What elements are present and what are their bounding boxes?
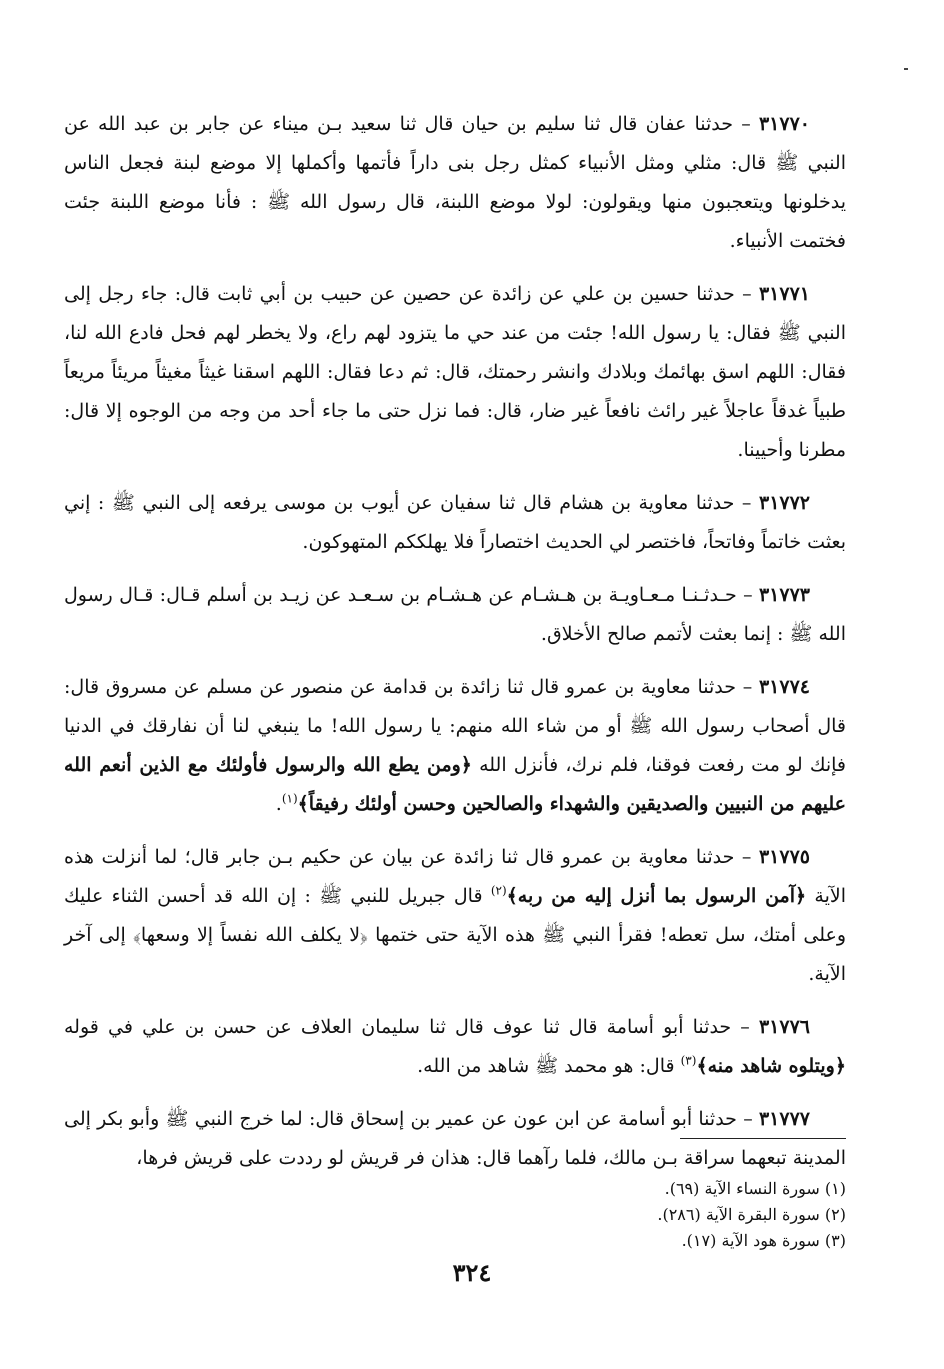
hadith-text: – حـدثـنـا مـعـاويـة بن هـشـام عن هـشـام بن سـعـد عن زيـد بن أسلم قـال: قـال رسول الله ﷺ : إنما بعثت لأتمم صالح الأخلاق. xyxy=(64,584,846,645)
hadith-31774 xyxy=(64,668,846,824)
hadith-text-end: قال جبريل للنبي ﷺ : إن الله قد أحسن الثناء عليك وعلى أمتك، سل تعطه! فقرأ النبي ﷺ هذه الآية حتى ختمها ﴿لا يكلف الله نفساً إلا وسعها﴾ إلى آخر الآية. xyxy=(64,885,846,985)
hadith-text: – حدثنا عفان قال ثنا سليم بن حيان قال ثنا سعيد بـن ميناء عن جابر بن عبد الله عن النبي ﷺ قال: مثلي ومثل الأنبياء كمثل رجل بنى داراً فأتمها وأكملها إلا موضع لبنة فجعل الناس يدخلونها ويتعجبون منها ويقولون: لولا موضع اللبنة، قال رسول الله ﷺ : فأنا موضع اللبنة جئت فختمت الأنبياء. xyxy=(64,113,846,252)
quran-verse: ﴿آمن الرسول بما أنزل إليه من ربه﴾ xyxy=(506,885,807,907)
hadith-text-end: . xyxy=(275,793,282,815)
hadith-31772 xyxy=(64,484,846,562)
page-number: ٣٢٤ xyxy=(452,1258,492,1287)
hadith-31776 xyxy=(64,1008,846,1086)
hadith-31777 xyxy=(64,1100,846,1178)
hadith-number: ٣١٧٧٥ xyxy=(758,846,810,868)
footnotes xyxy=(64,1176,846,1254)
footnote-ref: (١) xyxy=(281,791,298,806)
quran-verse: ﴿ومن يطع الله والرسول فأولئك مع الذين أنعم الله عليهم من النبيين والصديقين والشهداء والصالحين وحسن أولئك رفيقاً﴾ xyxy=(64,754,846,815)
hadith-text-end: قال: هو محمد ﷺ شاهد من الله. xyxy=(417,1055,681,1077)
hadith-number: ٣١٧٧٧ xyxy=(758,1108,810,1130)
hadith-text: – حدثنا حسين بن علي عن زائدة عن حصين عن حبيب بن أبي ثابت قال: جاء رجل إلى النبي ﷺ فقال: يا رسول الله! جئت من عند حي ما يتزود لهم راع، ولا يخطر لهم فحل فادع الله لنا، فقال: اللهم اسق بهائمك وبلادك وانشر رحمتك، قال: ثم دعا فقال: اللهم اسقنا غيثاً مغيثاً مريئاً مريعاً طبياً غدقاً عاجلاً غير رائث نافعاً غير ضار، قال: فما نزل حتى ما جاء أحد من وجه من الوجوه إلا قال: مطرنا وأحيينا. xyxy=(64,283,846,461)
hadith-31771 xyxy=(64,275,846,470)
hadith-number: ٣١٧٧١ xyxy=(758,283,810,305)
footnote-2: (٢) سورة البقرة الآية (٢٨٦). xyxy=(657,1205,846,1224)
quran-verse: ﴿ويتلوه شاهد منه﴾ xyxy=(696,1055,846,1077)
hadith-text: – حدثنا أبو أسامة قال ثنا عوف قال ثنا سليمان العلاف عن حسن بن علي في قوله xyxy=(64,1016,750,1038)
hadith-text: – حدثنا معاوية بن عمرو قال ثنا زائدة عن بيان عن حكيم بـن جابر قال؛ لما أنزلت هذه الآية xyxy=(64,846,846,907)
hadith-31775 xyxy=(64,838,846,994)
footnote-ref: (٢) xyxy=(490,883,507,898)
hadith-number: ٣١٧٧٢ xyxy=(758,492,811,514)
footnote-3: (٣) سورة هود الآية (١٧). xyxy=(681,1231,846,1250)
hadith-text: – حدثنا معاوية بن عمرو قال ثنا زائدة بن قدامة عن منصور عن مسلم عن مسروق قال: قال أصحاب رسول الله ﷺ أو من شاء الله منهم: يا رسول الله! ما ينبغي لنا أن نفارقك في الدنيا فإنك لو مت رفعت فوقنا، فلم نرك، فأنزل الله xyxy=(64,676,846,776)
footnote-1: (١) سورة النساء الآية (٦٩). xyxy=(664,1179,846,1198)
hadith-number: ٣١٧٧٤ xyxy=(758,676,810,698)
page-body xyxy=(64,105,846,1192)
hadith-31770 xyxy=(64,105,846,261)
hadith-text: – حدثنا معاوية بن هشام قال ثنا سفيان عن أيوب بن موسى يرفعه إلى النبي ﷺ : إني بعثت خاتماً وفاتحاً، فاختصر لي الحديث اختصاراً فلا يهلككم المتهوكون. xyxy=(64,492,846,553)
hadith-number: ٣١٧٧٣ xyxy=(758,584,810,606)
footnote-ref: (٣) xyxy=(680,1053,697,1068)
hadith-31773 xyxy=(64,576,846,654)
hadith-number: ٣١٧٧٦ xyxy=(758,1016,810,1038)
footnote-divider xyxy=(680,1138,846,1139)
hadith-text: – حدثنا أبو أسامة عن ابن عون عن عمير بن إسحاق قال: لما خرج النبي ﷺ وأبو بكر إلى المدينة تبعهما سراقة بـن مالك، فلما رآهما قال: هذان فر قريش لو رددت على قريش فرها، xyxy=(64,1108,846,1169)
hadith-number: ٣١٧٧٠ xyxy=(758,113,810,135)
scan-mark xyxy=(904,68,908,70)
